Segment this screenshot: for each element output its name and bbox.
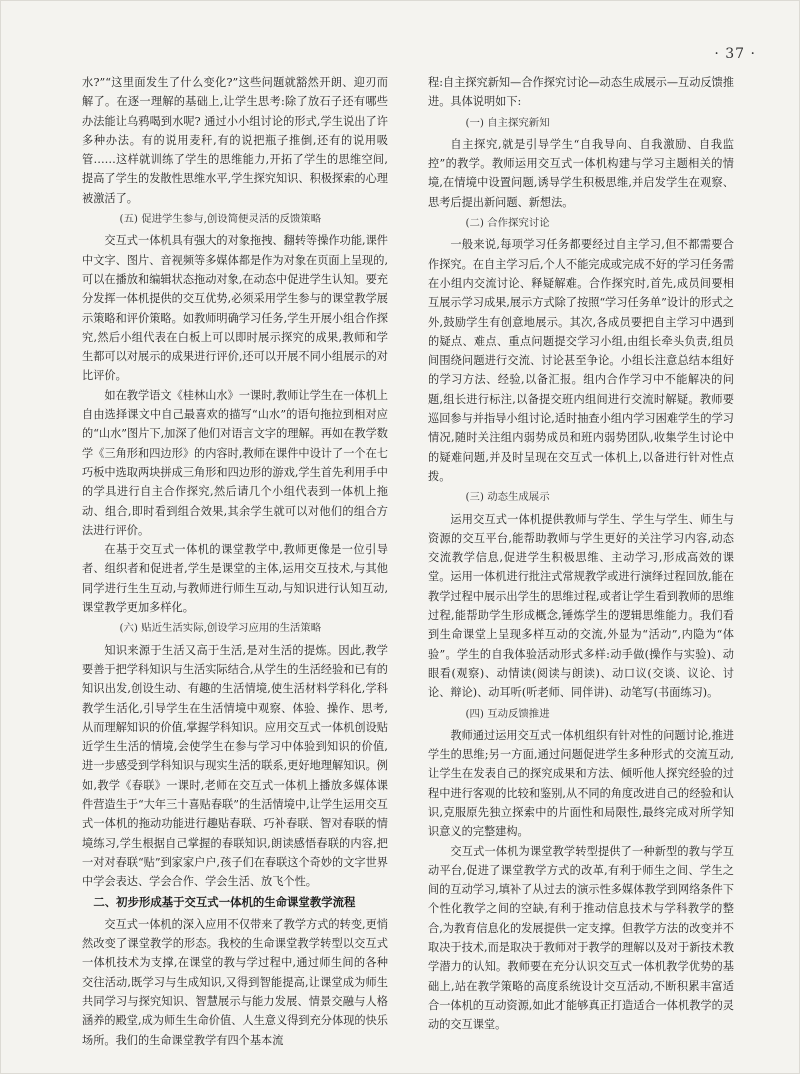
- paragraph: 交互式一体机具有强大的对象拖拽、翻转等操作功能,课件中文字、图片、音视频等多媒体都是作为对象在页面上呈现的,可以在播放和编辑状态拖动对象,在动态中促进学生认知。要充分发挥一体机提供的交互优势,必须采用学生参与的课堂教学展示策略和评价策略。如教师明确学习任务,学生开展小组合作探究,然后小组代表在白板上可以即时展示探究的成果,教师和学生都可以对展示的成果进行评价,还可以开展不同小组展示的对比评价。: [82, 234, 388, 383]
- paragraph: 一般来说,每项学习任务都要经过自主学习,但不都需要合作探究。在自主学习后,个人不能完成或完成不好的学习任务需在小组内交流讨论、释疑解难。合作探究时,首先,成员间要相互展示学习成果,展示方式除了按照“学习任务单”设计的形式之外,鼓励学生有创意地展示。其次,各成员要把自主学习中遇到的疑点、难点、重点问题提交学习小组,由组长牵头负责,组员间围绕问题进行交流、讨论甚至争论。小组长注意总结本组好的学习方法、经验,以备汇报。组内合作学习中不能解决的问题,组长进行标注,以备提交班内组间进行交流时解疑。教师要巡回参与并指导小组讨论,适时抽查小组内学习困难学生的学习情况,随时关注组内弱势成员和班内弱势团队,收集学生讨论中的疑难问题,并及时呈现在交互式一体机上,以备进行针对性点拨。: [428, 238, 734, 483]
- section-heading: (五) 促进学生参与,创设简便灵活的反馈策略: [119, 213, 322, 226]
- paragraph: 自主探究,就是引导学生“自我导向、自我激励、自我监控”的教学。教师运用交互式一体机构建与学习主题相关的情境,在情境中设置问题,诱导学生积极思维,并启发学生在观察、思考后提出新问题、新想法。: [428, 137, 734, 209]
- left-column: [82, 73, 388, 1050]
- section-heading: (六) 贴近生活实际,创设学习应用的生活策略: [119, 622, 322, 635]
- section-heading: (三) 动态生成展示: [465, 491, 550, 504]
- section-heading: 二、初步形成基于交互式一体机的生命课堂教学流程: [93, 895, 356, 910]
- paragraph: 如在教学语文《桂林山水》一课时,教师让学生在一体机上自由选择课文中自己最喜欢的描写“山水”的语句拖拉到相对应的“山水”图片下,加深了他们对语言文字的理解。再如在教学数学《三角形和四边形》的内容时,教师在课件中设计了一个在七巧板中选取两块拼成三角形和四边形的游戏,学生首先利用手中的学具进行自主合作探究,然后请几个小组代表到一体机上拖动、组合,即时看到组合效果,其余学生就可以对他们的组合方法进行评价。: [82, 388, 388, 537]
- paragraph: 教师通过运用交互式一体机组织有针对性的问题讨论,推进学生的思维;另一方面,通过问题促进学生多种形式的交流互动,让学生在发表自己的探究成果和方法、倾听他人探究经验的过程中进行客观的比较和鉴别,从不同的角度改进自己的经验和认识,克服原先独立探索中的片面性和局限性,最终完成对所学知识意义的完整建构。: [428, 728, 734, 839]
- right-column: [428, 73, 734, 1035]
- paragraph: 水?”“这里面发生了什么变化?”这些问题就豁然开朗、迎刃而解了。在逐一理解的基础上,让学生思考:除了放石子还有哪些办法能让乌鸦喝到水呢? 通过小小组讨论的形式,学生说出了许多种办法。有的说用麦秆,有的说把瓶子推倒,还有的说用吸管……这样就训练了学生的思维能力,开拓了学生的思维空间,提高了学生的发散性思维水平,学生探究知识、积极探索的心理被激活了。: [82, 76, 388, 205]
- paragraph: 在基于交互式一体机的课堂教学中,教师更像是一位引导者、组织者和促进者,学生是课堂的主体,运用交互技术,与其他同学进行生生互动,与教师进行师生互动,与知识进行认知互动,课堂教学更加多样化。: [82, 543, 388, 615]
- paragraph: 程:自主探究新知—合作探究讨论—动态生成展示—互动反馈推进。具体说明如下:: [428, 76, 734, 109]
- paragraph: 交互式一体机的深入应用不仅带来了教学方式的转变,更悄然改变了课堂教学的形态。我校的生命课堂教学转型以交互式一体机技术为支撑,在课堂的教与学过程中,通过师生间的各种交往活动,既学习与生成知识,又得到智能提高,让课堂成为师生共同学习与探究知识、智慧展示与能力发展、情景交融与人格涵养的殿堂,成为师生生命价值、人生意义得到充分体现的快乐场所。我们的生命课堂教学有四个基本流: [82, 917, 388, 1047]
- paragraph: 运用交互式一体机提供教师与学生、学生与学生、师生与资源的交互平台,能帮助教师与学生更好的关注学习内容,动态交流教学信息,促进学生积极思维、主动学习,形成高效的课堂。运用一体机进行批注式常规教学或进行演绎过程回放,能在教学过程中展示出学生的思维过程,或者让学生看到教师的思维过程,能帮助学生形成概念,锤炼学生的逻辑思维能力。我们看到生命课堂上呈现多样互动的交流,外显为“活动”,内隐为“体验”。学生的自我体验活动形式多样:动手做(操作与实验)、动眼看(观察)、动情读(阅读与朗读)、动口议(交谈、议论、讨论、辩论)、动耳听(听老师、同伴讲)、动笔写(书面练习)。: [428, 512, 734, 700]
- section-heading: (四) 互动反馈推进: [465, 707, 550, 720]
- page-number: · 37 ·: [714, 46, 756, 62]
- paragraph: 交互式一体机为课堂教学转型提供了一种新型的教与学互动平台,促进了课堂教学方式的改革,有利于师生之间、学生之间的互动学习,填补了从过去的演示性多媒体教学到网络条件下个性化教学之间的空缺,有利于推动信息技术与学科教学的整合,为教育信息化的发展提供一定支撑。但教学方法的改变并不取决于技术,而是取决于教师对于教学的理解以及对于新技术教学潜力的认知。教师要在充分认识交互式一体机教学优势的基础上,站在教学策略的高度系统设计交互活动,不断积累丰富适合一体机的互动资源,如此才能够真正打造适合一体机教学的灵动的交互课堂。: [428, 844, 734, 1032]
- section-heading: (二) 合作探究讨论: [465, 217, 550, 230]
- paragraph: 知识来源于生活又高于生活,是对生活的提炼。因此,教学要善于把学科知识与生活实际结合,从学生的生活经验和已有的知识出发,创设生动、有趣的生活情境,使生活材料学科化,学科教学生活化,引导学生在生活情境中观察、体验、操作、思考,从而理解知识的价值,掌握学科知识。应用交互式一体机创设贴近学生生活的情境,会使学生在参与学习中体验到知识的价值,进一步感受到学科知识与现实生活的联系,更好地理解知识。例如,教学《春联》一课时,老师在交互式一体机上播放多媒体课件营造生于“大年三十喜贴春联”的生活情境中,让学生运用交互式一体机的拖动功能进行趣贴春联、巧补春联、智对春联的情境练习,学生根据自己掌握的春联知识,朗读感悟春联的内容,把一对对春联“贴”到家家户户,孩子们在春联这个奇妙的文字世界中学会表达、学会合作、学会生活、放飞个性。: [82, 643, 388, 889]
- section-heading: (一) 自主探究新知: [465, 116, 550, 129]
